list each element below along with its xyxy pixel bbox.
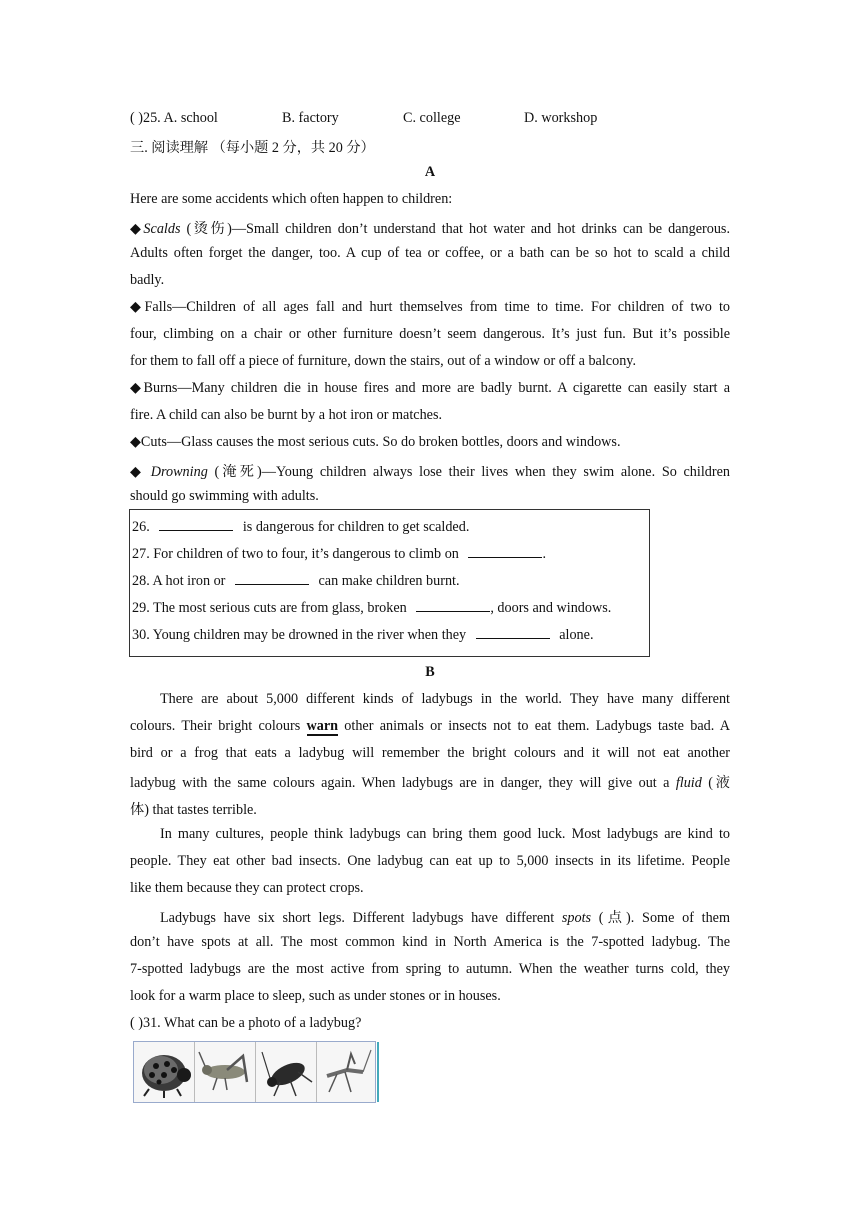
- scalds-line-1: ◆Scalds (烫伤)—Small children don’t understand that hot water and hot drinks can be dangerous.: [130, 221, 730, 237]
- p1-text-a: colours. Their bright colours: [130, 718, 301, 734]
- p1-line-1: There are about 5,000 different kinds of ladybugs in the world. They have many different: [160, 691, 730, 707]
- p2-line-1: In many cultures, people think ladybugs can bring them good luck. Most ladybugs are kind to: [160, 826, 730, 842]
- p1-line-4: [130, 772, 730, 792]
- grasshopper-photo[interactable]: [195, 1042, 256, 1102]
- part-a-intro: Here are some accidents which often happen to children:: [130, 191, 453, 207]
- p3-line-3: 7-spotted ladybugs are the most active from spring to autumn. When the weather turns cold, they: [130, 961, 730, 977]
- q30-end: alone.: [559, 627, 594, 643]
- drowning-line-1: ◆ Drowning (淹死)—Young children always lose their lives when they swim alone. So children: [130, 464, 730, 480]
- q28-end: can make children burnt.: [318, 573, 460, 589]
- scalds-line-3: badly.: [130, 272, 165, 288]
- part-b-label: B: [425, 664, 435, 680]
- fluid-term: fluid: [675, 775, 702, 791]
- warn-word: warn: [306, 718, 339, 734]
- q25-option-a: ( )25. A. school: [130, 110, 218, 126]
- drowning-term: Drowning: [150, 464, 208, 480]
- ladybug-photo[interactable]: [134, 1042, 195, 1102]
- p3-line-4: look for a warm place to sleep, such as under stones or in houses.: [130, 988, 501, 1004]
- question-25: [130, 110, 730, 127]
- p1-line-3: bird or a frog that eats a ladybug will remember the bright colours and it will not eat another: [130, 745, 730, 761]
- q25-option-d: D. workshop: [524, 110, 598, 126]
- answer-blank[interactable]: [159, 518, 233, 531]
- q29-end: , doors and windows.: [490, 600, 612, 616]
- p1-text-d: (液: [701, 775, 730, 791]
- cockroach-photo[interactable]: [256, 1042, 317, 1102]
- q27-text: 27. For children of two to four, it’s dangerous to climb on: [132, 546, 459, 562]
- scalds-text: (烫伤)—Small children don’t understand that hot water and hot drinks can be dangerous.: [180, 221, 730, 237]
- question-29: [132, 599, 611, 617]
- falls-line-2: four, climbing on a chair or other furniture doesn’t seem dangerous. It’s just fun. But it’s possible: [130, 326, 730, 342]
- q29-text: 29. The most serious cuts are from glass, broken: [132, 600, 407, 616]
- spots-term: spots: [561, 910, 592, 926]
- answer-blank[interactable]: [468, 545, 542, 558]
- q25-option-b: B. factory: [282, 110, 339, 126]
- q26-num: 26.: [132, 519, 150, 535]
- p3-line-2: don’t have spots at all. The most common kind in North America is the 7-spotted ladybug. The: [130, 934, 730, 950]
- question-30: [132, 626, 594, 644]
- p3-text-a: Ladybugs have six short legs. Different ladybugs have different: [160, 910, 555, 926]
- falls-line-3: for them to fall off a piece of furniture, down the stairs, out of a window or off a balcony.: [130, 353, 637, 369]
- answer-blank[interactable]: [476, 626, 550, 639]
- mantis-photo[interactable]: [317, 1042, 379, 1102]
- drowning-line-2: should go swimming with adults.: [130, 488, 319, 504]
- q25-option-c: C. college: [403, 110, 461, 126]
- section-3-heading: 三. 阅读理解 （每小题 2 分，共 20 分）: [130, 140, 375, 156]
- p1-text-c: ladybug with the same colours again. When ladybugs are in danger, they will give out a: [130, 775, 670, 791]
- q26-text: is dangerous for children to get scalded.: [242, 519, 470, 535]
- drowning-text: (淹死)—Young children always lose their lives when they swim alone. So children: [207, 464, 730, 480]
- p1-text-b: other animals or insects not to eat them. Ladybugs taste bad. A: [344, 718, 730, 734]
- q27-end: .: [542, 546, 546, 562]
- p3-line-1: [160, 907, 730, 927]
- p3-text-b: (点). Some of them: [591, 910, 731, 926]
- scalds-term: Scalds: [143, 221, 181, 237]
- question-27: [132, 545, 546, 563]
- cuts-line: ◆Cuts—Glass causes the most serious cuts. So do broken bottles, doors and windows.: [130, 434, 621, 450]
- insect-photo-strip: [133, 1041, 376, 1103]
- p1-line-2: [130, 718, 730, 735]
- q30-text: 30. Young children may be drowned in the river when they: [132, 627, 467, 643]
- question-31: ( )31. What can be a photo of a ladybug?: [130, 1015, 362, 1031]
- burns-line-2: fire. A child can also be burnt by a hot iron or matches.: [130, 407, 443, 423]
- answer-blank[interactable]: [416, 599, 490, 612]
- fill-in-box: [129, 509, 650, 657]
- p2-line-2: people. They eat other bad insects. One ladybug can eat up to 5,000 insects in its lifetime. People: [130, 853, 730, 869]
- p2-line-3: like them because they can protect crops.: [130, 880, 364, 896]
- p1-line-5: 体) that tastes terrible.: [130, 802, 257, 818]
- scalds-line-2: Adults often forget the danger, too. A cup of tea or coffee, or a bath can be so hot to scald a child: [130, 245, 730, 261]
- part-a-label: A: [424, 164, 436, 180]
- q28-text: 28. A hot iron or: [132, 573, 226, 589]
- falls-line-1: ◆Falls—Children of all ages fall and hurt themselves from time to time. For children of two to: [130, 299, 730, 315]
- question-28: [132, 572, 460, 590]
- answer-blank[interactable]: [235, 572, 309, 585]
- burns-line-1: ◆Burns—Many children die in house fires and more are badly burnt. A cigarette can easily start a: [130, 380, 730, 396]
- question-26: [132, 518, 469, 536]
